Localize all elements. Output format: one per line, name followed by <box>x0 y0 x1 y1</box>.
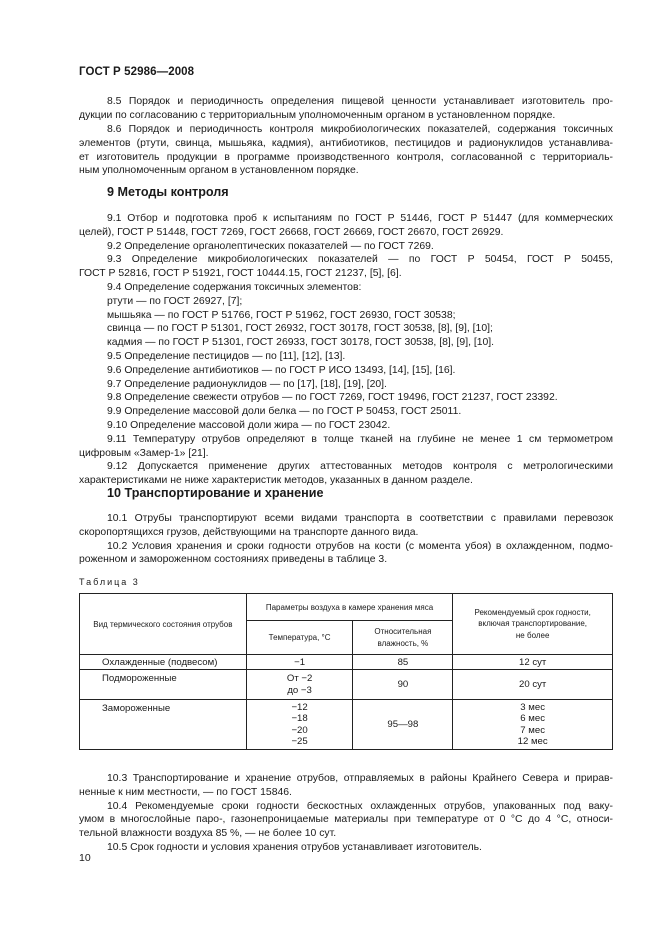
cell-temperature <box>246 670 353 700</box>
text-line: 10.3 Транспортирование и хранение отрубов, отправляемых в районы Крайнего Севера и прирав- <box>107 773 613 784</box>
header-line: влажность, % <box>377 638 429 648</box>
text-line: дукции по согласованию с территориальным уполномоченным органом в установленном порядке. <box>79 109 556 121</box>
cell-line: 6 мес <box>520 713 546 724</box>
cell-shelf-life <box>453 700 613 750</box>
table-3-caption: Таблица 3 <box>79 577 140 587</box>
cell-state: Замороженные <box>80 700 247 750</box>
text-line: 9.8 Определение свежести отрубов — по ГОСТ 7269, ГОСТ 19496, ГОСТ 21237, ГОСТ 23392. <box>107 392 558 404</box>
text-line: элементов (ртути, свинца, мышьяка, кадмия), антибиотиков, пестицидов и радионуклидов устанавлива- <box>79 137 613 149</box>
text-line: 9.4 Определение содержания токсичных элементов: <box>107 281 362 293</box>
cell-line: до −3 <box>287 684 312 696</box>
cell-shelf-life: 20 сут <box>453 670 613 700</box>
text-line: ГОСТ Р 52816, ГОСТ Р 51921, ГОСТ 10444.15, ГОСТ 21237, [5], [6]. <box>79 268 402 280</box>
cell-state: Подмороженные <box>80 670 247 700</box>
section-10-heading: 10 Транспортирование и хранение <box>107 486 324 500</box>
cell-humidity: 95—98 <box>353 700 453 750</box>
section-9-body <box>79 212 613 488</box>
text-line: 9.2 Определение органолептических показателей — по ГОСТ 7269. <box>107 240 434 252</box>
text-line: роженном и замороженном состояниях приведены в таблице 3. <box>79 554 388 566</box>
text-line: 8.5 Порядок и периодичность определения пищевой ценности устанавливает изготовитель про- <box>107 96 613 107</box>
page-number: 10 <box>79 852 91 864</box>
table-row <box>80 655 613 670</box>
paragraph-8-5 <box>79 95 613 123</box>
text-line: 10.1 Отрубы транспортируют всеми видами транспорта в соответствии с правилами перевозок <box>107 513 613 524</box>
text-line: умом в многослойные паро-, газонепроницаемые материалы при температуре от 0 °С до 4 °С, относи- <box>79 814 613 826</box>
cell-line: −20 <box>291 724 308 736</box>
text-line: 9.7 Определение радионуклидов — по [17], [18], [19], [20]. <box>107 378 387 390</box>
text-line: кадмия — по ГОСТ Р 51301, ГОСТ 26933, ГОСТ 30178, ГОСТ 30538, [8], [9], [10]. <box>107 337 495 349</box>
text-line: скоропортящихся грузов, действующими на транспорте данного вида. <box>79 526 419 538</box>
document-code-header: ГОСТ Р 52986—2008 <box>79 66 195 78</box>
section-10-intro <box>79 512 613 567</box>
text-line: 10.2 Условия хранения и сроки годности отрубов на кости (с момента убоя) в охлажденном, подмо- <box>107 540 613 552</box>
paragraph-8-6 <box>79 123 613 178</box>
text-line: 9.5 Определение пестицидов — по [11], [12], [13]. <box>107 350 346 362</box>
cell-line: −18 <box>291 713 308 724</box>
section-10-tail <box>79 772 613 855</box>
table-row <box>80 670 613 700</box>
table-header-shelf-life <box>453 594 613 655</box>
cell-line: −12 <box>291 701 308 713</box>
text-line: ненные к ним местности, — по ГОСТ 15846. <box>79 786 292 798</box>
text-line: тельной влажности воздуха 85 %, — не более 10 сут. <box>79 828 337 840</box>
text-line: 9.3 Определение микробиологических показателей — по ГОСТ Р 50454, ГОСТ Р 50455, <box>107 254 613 266</box>
header-line: включая транспортирование, <box>478 619 588 629</box>
cell-line: 7 мес <box>520 724 546 736</box>
text-line: цифровым «Замер-1» [21]. <box>79 447 209 459</box>
text-line: ет изготовитель продукции в программе производственного контроля, согласованной с территориаль- <box>79 151 613 163</box>
table-header-state: Вид термического состояния отрубов <box>80 594 247 655</box>
text-line: 9.10 Определение массовой доли жира — по ГОСТ 23042. <box>107 419 391 431</box>
cell-humidity: 85 <box>353 655 453 670</box>
text-line: свинца — по ГОСТ Р 51301, ГОСТ 26932, ГОСТ 30178, ГОСТ 30538, [8], [9], [10]; <box>107 323 493 335</box>
text-line: ным уполномоченным органом в установленном порядке. <box>79 165 359 177</box>
text-line: 9.6 Определение антибиотиков — по ГОСТ Р ИСО 13493, [14], [15], [16]. <box>107 364 456 376</box>
table-header-air-params: Параметры воздуха в камере хранения мяса <box>246 594 453 621</box>
text-line: 8.6 Порядок и периодичность контроля микробиологических показателей, содержания токсичных <box>107 124 613 135</box>
table-header-temperature: Температура, °С <box>246 621 353 655</box>
text-line: ртути — по ГОСТ 26927, [7]; <box>107 295 243 307</box>
text-line: характеристиками не ниже характеристик методов, указанных в данном разделе. <box>79 475 473 487</box>
cell-line: От −2 <box>286 673 313 684</box>
text-line: 10.5 Срок годности и условия хранения отрубов устанавливает изготовитель. <box>107 841 482 853</box>
text-line: мышьяка — по ГОСТ Р 51766, ГОСТ Р 51962, ГОСТ 26930, ГОСТ 30538; <box>107 309 456 321</box>
text-line: целей), ГОСТ Р 51448, ГОСТ 7269, ГОСТ 26668, ГОСТ 26669, ГОСТ 26670, ГОСТ 26929. <box>79 226 504 238</box>
cell-line: 12 мес <box>517 736 548 747</box>
header-line: не более <box>515 630 550 640</box>
cell-temperature: −1 <box>246 655 353 670</box>
text-line: 10.4 Рекомендуемые сроки годности бескостных охлажденных отрубов, упакованных под ваку- <box>107 800 613 812</box>
section-9-heading: 9 Методы контроля <box>107 185 229 199</box>
table-3 <box>79 593 613 750</box>
text-line: 9.1 Отбор и подготовка проб к испытаниям по ГОСТ Р 51446, ГОСТ Р 51447 (для коммерческих <box>107 213 613 224</box>
cell-temperature <box>246 700 353 750</box>
table-row <box>80 700 613 750</box>
text-line: 9.12 Допускается применение других аттестованных методов контроля с метрологическими <box>107 461 613 473</box>
cell-line: 3 мес <box>520 701 546 713</box>
cell-humidity: 90 <box>353 670 453 700</box>
text-line: 9.9 Определение массовой доли белка — по ГОСТ Р 50453, ГОСТ 25011. <box>107 406 462 418</box>
cell-shelf-life: 12 сут <box>453 655 613 670</box>
header-line: Рекомендуемый срок годности, <box>474 607 591 617</box>
table-header-humidity <box>353 621 453 655</box>
cell-line: −25 <box>291 736 308 747</box>
text-line: 9.11 Температуру отрубов определяют в толще тканей на глубине не менее 1 см термометром <box>107 433 613 445</box>
cell-state: Охлажденные (подвесом) <box>80 655 247 670</box>
header-line: Относительная <box>374 627 432 636</box>
